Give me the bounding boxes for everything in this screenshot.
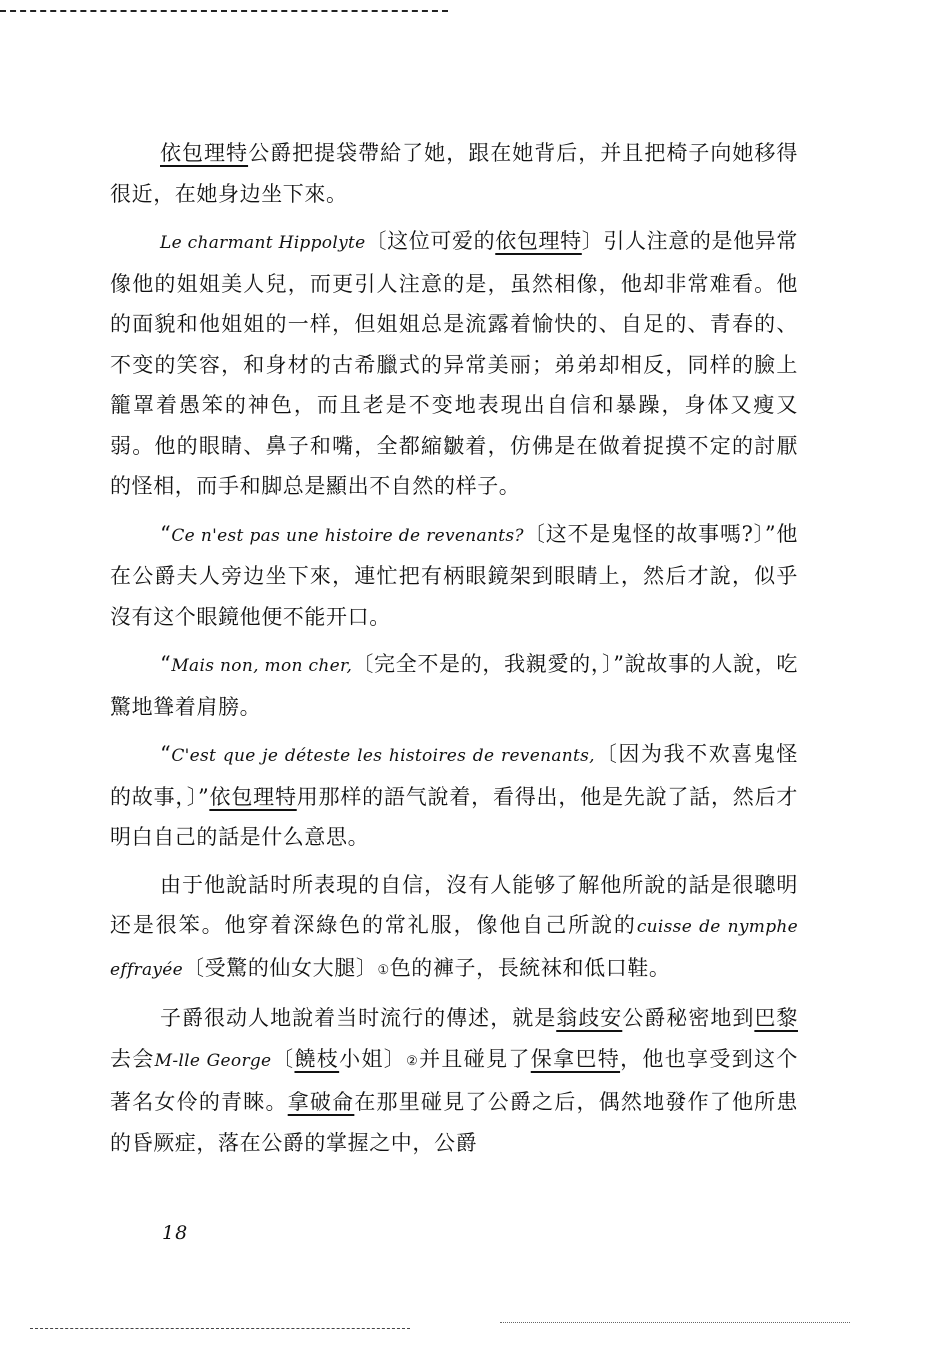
proper-name: 依包理特 (209, 784, 297, 809)
foreign-phrase: cuisse de nymphe effrayée (110, 917, 798, 980)
text-run: 〔 (271, 1046, 295, 1071)
paragraph (110, 221, 798, 507)
text-run: 〔这不是鬼怪的故事嗎?〕”他在公爵夫人旁边坐下來，連忙把有柄眼鏡架到眼睛上，然后才說，似乎沒有这个眼鏡他便不能开口。 (110, 521, 798, 629)
text-run: 〔因为我不欢喜鬼怪的故事，〕” (110, 742, 799, 809)
text-run: 用那样的語气說着，看得出，他是先說了話，然后才明白自己的話是什么意思。 (110, 784, 798, 849)
page-number: 18 (162, 1222, 189, 1244)
text-run: 〔完全不是的，我親愛的，〕”說故事的人說，吃驚地聳着肩膀。 (110, 652, 798, 719)
bottom-dashed-rule (30, 1328, 410, 1329)
text-run: 在那里碰見了公爵之后，偶然地發作了他所患的昏厥症，落在公爵的掌握之中，公爵 (110, 1090, 798, 1155)
top-dashed-rule (0, 10, 448, 12)
text-run: 公爵把提袋帶給了她，跟在她背后，并且把椅子向她移得很近，在她身边坐下來。 (110, 141, 798, 206)
proper-name: 巴黎 (754, 1006, 798, 1030)
paragraph (110, 865, 798, 992)
text-run: 〔受驚的仙女大腿〕 (183, 955, 378, 980)
text-run: “ (160, 652, 172, 676)
foreign-phrase: M-lle George (154, 1050, 272, 1071)
footnote-marker: ① (377, 962, 390, 978)
footnote-marker: ② (406, 1053, 420, 1069)
text-run: 〕引人注意的是他异常像他的姐姐美人兒，而更引人注意的是，虽然相像，他却非常难看。他的面貌和他姐姐的一样，但姐姐总是流露着愉快的、自足的、青春的、不变的笑容，和身材的古希臘式的异常美丽；弟弟却相反，同样的臉上籠罩着愚笨的神色，而且老是不变地表現出自信和暴躁，身体又瘦又弱。他的眼睛、鼻子和嘴，全都縮皺着，仿佛是在做着捉摸不定的討厭的怪相，而手和脚总是顯出不自然的样子。 (110, 229, 799, 498)
text-run: 色的褲子，長統袜和低口鞋。 (389, 955, 671, 980)
proper-name: 拿破侖 (287, 1090, 355, 1114)
proper-name: 饒枝 (294, 1046, 340, 1071)
text-run: “ (160, 521, 172, 546)
paragraph (110, 133, 798, 214)
text-run: 子爵很动人地說着当时流行的傳述，就是 (160, 1006, 557, 1030)
proper-name: 保拿巴特 (530, 1046, 621, 1071)
text-run: 由于他說話时所表現的自信，沒有人能够了解他所說的話是很聰明还是很笨。他穿着深綠色的常礼服，像他自己所說的 (110, 872, 798, 937)
text-run: 并且碰見了 (419, 1046, 531, 1071)
text-run: 〔这位可爱的 (365, 229, 496, 253)
text-run: 公爵秘密地到 (622, 1006, 755, 1030)
proper-name: 依包理特 (160, 141, 249, 165)
paragraph (110, 734, 798, 858)
paragraph (110, 514, 798, 638)
text-run: “ (160, 742, 172, 766)
foreign-phrase: Le charmant Hippolyte (160, 233, 366, 253)
bottom-dotted-rule (500, 1322, 850, 1323)
foreign-phrase: Mais non, mon cher, (171, 656, 353, 676)
text-run: 小姐〕 (339, 1046, 407, 1071)
proper-name: 翁歧安 (556, 1006, 623, 1030)
paragraph (110, 644, 798, 727)
proper-name: 依包理特 (495, 229, 582, 253)
text-run: 去会 (110, 1046, 155, 1071)
foreign-phrase: C'est que je déteste les histoires de revenants, (171, 746, 595, 766)
foreign-phrase: Ce n'est pas une histoire de revenants? (171, 525, 524, 546)
page-body (110, 133, 798, 1170)
paragraph (110, 998, 798, 1163)
text-run: ，他也享受到这个著名女伶的青睞。 (110, 1046, 798, 1114)
